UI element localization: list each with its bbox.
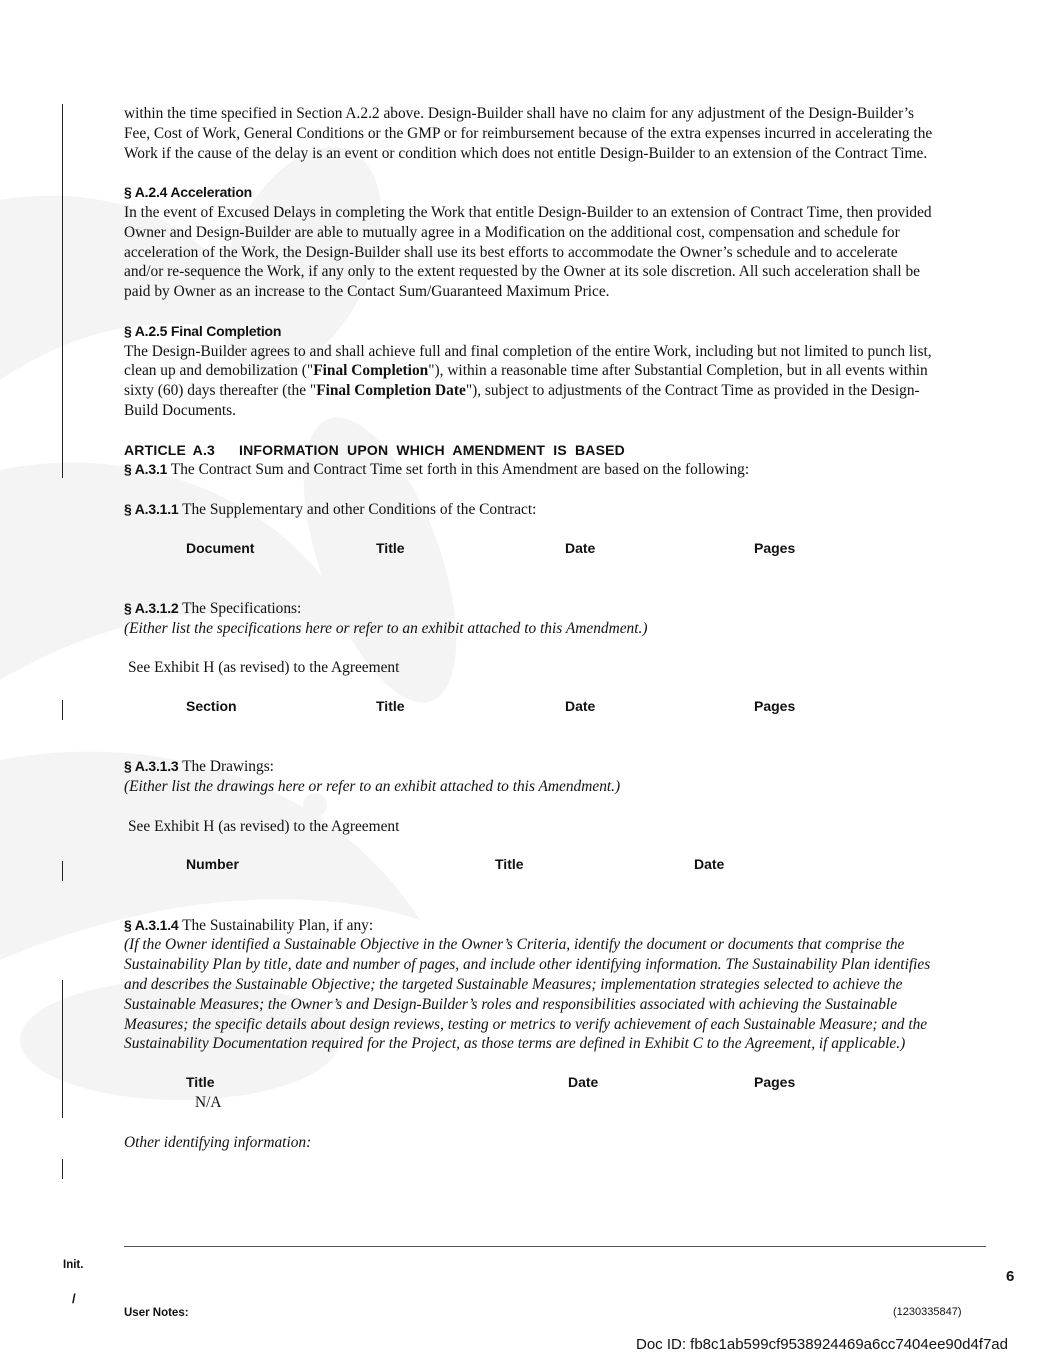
instruction-note: (Either list the drawings here or refer to an exhibit attached to this Amendment.) xyxy=(124,778,621,796)
table-header-row xyxy=(124,1074,936,1094)
paragraph-a312: § A.3.1.2 The Specifications: xyxy=(124,599,302,617)
serial-number: (1230335847) xyxy=(893,1306,962,1318)
column-header: Pages xyxy=(754,539,796,556)
change-bar xyxy=(62,861,63,881)
section-label: § A.3.1 xyxy=(124,461,168,478)
column-header: Title xyxy=(376,539,405,556)
table-header-row xyxy=(124,856,936,876)
change-bar xyxy=(62,700,63,720)
section-heading-a24: § A.2.4 Acceleration xyxy=(124,184,253,201)
doc-id: Doc ID: fb8c1ab599cf9538924469a6cc7404ee90d4f7ad xyxy=(636,1336,1008,1353)
column-header: Date xyxy=(694,856,725,873)
paragraph-final-completion: The Design-Builder agrees to and shall achieve full and final completion of the entire Work, including but not limited to punch list, clean up and demobilization ("Final Completion"), within a reasonable time after Substantial Completion, but in all events within sixty (60) days thereafter (the "Final Completion Date"), subject to adjustments of the Contract Time as provided in the Design-Build Documents. xyxy=(124,342,932,419)
column-header: Section xyxy=(186,697,237,714)
defined-term: Final Completion Date xyxy=(316,382,466,400)
paragraph-a313: § A.3.1.3 The Drawings: xyxy=(124,758,274,776)
table-cell: N/A xyxy=(195,1093,222,1111)
article-heading: ARTICLE A.3 INFORMATION UPON WHICH AMENDMENT IS BASED xyxy=(124,441,625,458)
paragraph-a311: § A.3.1.1 The Supplementary and other Conditions of the Contract: xyxy=(124,500,537,518)
section-label: § A.3.1.1 xyxy=(124,500,179,517)
page-number: 6 xyxy=(1006,1268,1015,1285)
other-identifying-info: Other identifying information: xyxy=(124,1134,312,1152)
change-bar xyxy=(62,104,63,478)
exhibit-reference: See Exhibit H (as revised) to the Agreement xyxy=(128,659,400,677)
column-header: Title xyxy=(495,856,524,873)
change-bar xyxy=(62,980,63,1118)
instruction-note: (Either list the specifications here or refer to an exhibit attached to this Amendment.) xyxy=(124,619,648,637)
footer-divider xyxy=(124,1246,986,1247)
column-header: Document xyxy=(186,539,255,556)
column-header: Pages xyxy=(754,697,796,714)
initials-slash: / xyxy=(72,1291,76,1306)
section-label: § A.3.1.3 xyxy=(124,758,179,775)
section-label: § A.3.1.2 xyxy=(124,599,179,616)
section-heading-a25: § A.2.5 Final Completion xyxy=(124,322,282,339)
column-header: Date xyxy=(565,539,596,556)
column-header: Date xyxy=(565,697,596,714)
paragraph-a314: § A.3.1.4 The Sustainability Plan, if any: xyxy=(124,916,374,934)
column-header: Number xyxy=(186,856,239,873)
document-body xyxy=(124,104,936,1153)
defined-term: Final Completion xyxy=(313,362,429,380)
exhibit-reference: See Exhibit H (as revised) to the Agreement xyxy=(128,817,400,835)
paragraph-a31: § A.3.1 The Contract Sum and Contract Time set forth in this Amendment are based on the following: xyxy=(124,461,750,479)
paragraph-acceleration: In the event of Excused Delays in completing the Work that entitle Design-Builder to an extension of Contract Time, then provided Owner and Design-Builder are able to mutually agree in a Modification on the additional cost, compensation and schedule for acceleration of the Work, the Design-Builder shall use its best efforts to accommodate the Owner’s schedule and to accelerate and/or re-sequence the Work, if any only to the extent requested by the Owner at its sole discretion. All such acceleration shall be paid by Owner as an increase to the Contact Sum/Guaranteed Maximum Price. xyxy=(124,203,932,301)
user-notes-label: User Notes: xyxy=(124,1307,189,1319)
column-header: Title xyxy=(186,1074,215,1091)
initials-label: Init. xyxy=(63,1259,84,1271)
table-header-row xyxy=(124,540,936,560)
section-label: § A.3.1.4 xyxy=(124,916,179,933)
table-header-row xyxy=(124,698,936,718)
change-bar xyxy=(62,1159,63,1179)
column-header: Date xyxy=(568,1074,599,1091)
instruction-note: (If the Owner identified a Sustainable Objective in the Owner’s Criteria, identify the document or documents that comprise the Sustainability Plan by title, date and number of pages, and include other identifying information. The Sustainability Plan identifies and describes the Sustainable Objective; the targeted Sustainable Measures; implementation strategies selected to achieve the Sustainable Measures; the Owner’s and Design-Builder’s roles and responsibilities associated with achieving the Sustainable Measures; the specific details about design reviews, testing or metrics to verify achievement of each Sustainable Measure; and the Sustainability Documentation required for the Project, as those terms are defined in Exhibit C to the Agreement, if applicable.) xyxy=(124,936,931,1053)
column-header: Pages xyxy=(754,1074,796,1091)
paragraph-continuation: within the time specified in Section A.2.2 above. Design-Builder shall have no claim for any adjustment of the Design-Builder’s Fee, Cost of Work, General Conditions or the GMP or for reimbursement because of the extra expenses incurred in accelerating the Work if the cause of the delay is an event or condition which does not entitle Design-Builder to an extension of the Contract Time. xyxy=(124,105,933,162)
column-header: Title xyxy=(376,697,405,714)
